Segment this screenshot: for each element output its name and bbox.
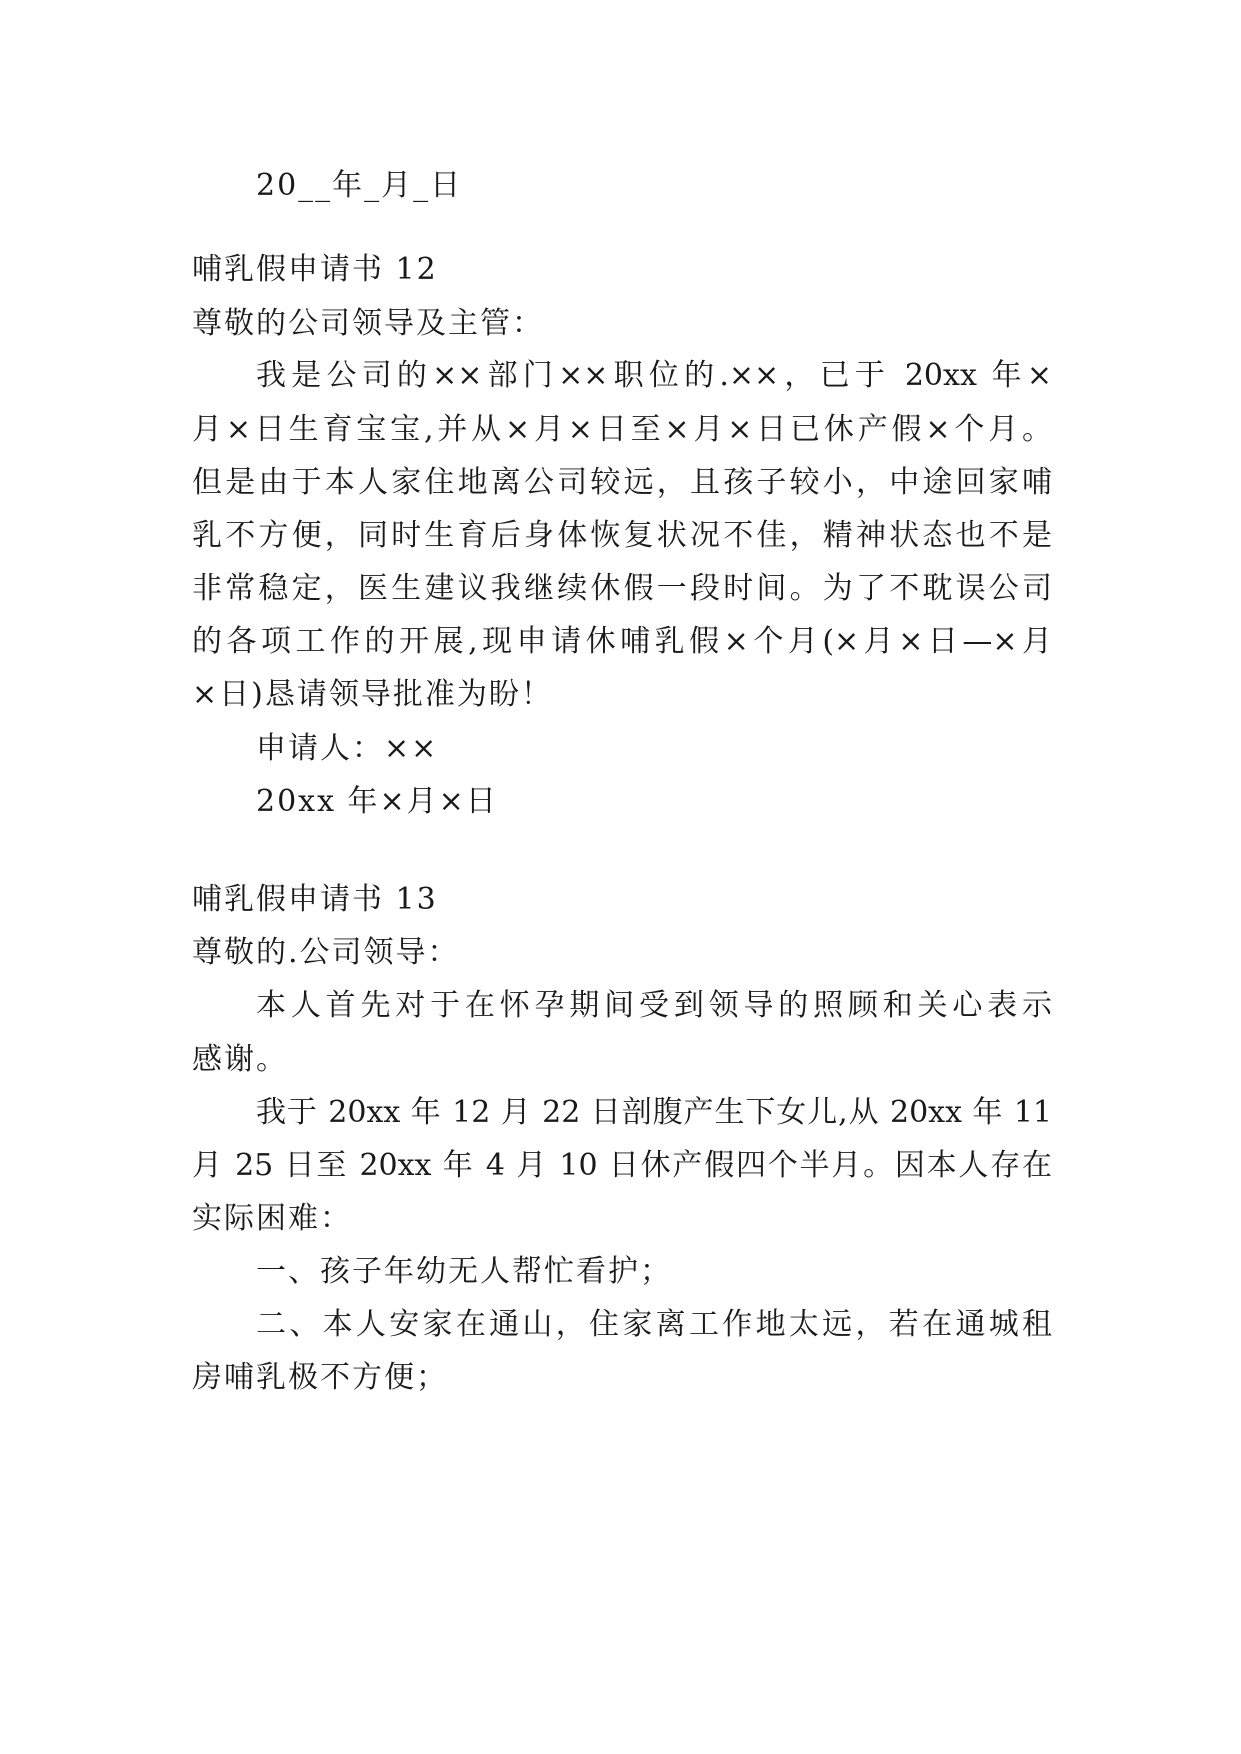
letter-12-body-line-5: 非常稳定，医生建议我继续休假一段时间。为了不耽误公司 xyxy=(192,571,1052,606)
letter-12-body-line-2: 月×日生育宝宝,并从×月×日至×月×日已休产假×个月。 xyxy=(192,412,1052,447)
letter-13-item-1: 一、孩子年幼无人帮忙看护； xyxy=(256,1254,672,1289)
letter-12-body-line-6: 的各项工作的开展,现申请休哺乳假×个月(×月×日—×月 xyxy=(192,624,1052,659)
letter-13-item-2-line-1: 二、本人安家在通山，住家离工作地太远，若在通城租 xyxy=(256,1307,1052,1342)
letter-13-para2-line-1: 我于 20xx 年 12 月 22 日剖腹产生下女儿,从 20xx 年 11 xyxy=(256,1095,1052,1130)
letter-12-applicant: 申请人：×× xyxy=(256,731,439,766)
letter-12-salutation: 尊敬的公司领导及主管： xyxy=(192,306,544,341)
letter-13-salutation: 尊敬的.公司领导： xyxy=(192,935,460,970)
letter-12-body-line-7: ×日)恳请领导批准为盼！ xyxy=(192,677,553,712)
date-line: 20__年_月_日 xyxy=(256,168,463,203)
letter-12-body-line-4: 乳不方便，同时生育后身体恢复状况不佳，精神状态也不是 xyxy=(192,518,1052,553)
letter-13-para1-line-1: 本人首先对于在怀孕期间受到领导的照顾和关心表示 xyxy=(256,988,1052,1023)
letter-12-title: 哺乳假申请书 12 xyxy=(192,252,438,287)
letter-13-para2-line-3: 实际困难： xyxy=(192,1201,352,1236)
letter-13-item-2-line-2: 房哺乳极不方便； xyxy=(192,1360,448,1395)
letter-12-date: 20xx 年×月×日 xyxy=(256,784,498,819)
letter-12-body-line-1: 我是公司的××部门××职位的.××，已于 20xx 年× xyxy=(256,358,1052,393)
letter-13-para2-line-2: 月 25 日至 20xx 年 4 月 10 日休产假四个半月。因本人存在 xyxy=(192,1148,1052,1183)
letter-13-para1-line-2: 感谢。 xyxy=(192,1042,288,1077)
letter-13-title: 哺乳假申请书 13 xyxy=(192,882,438,917)
letter-12-body-line-3: 但是由于本人家住地离公司较远，且孩子较小，中途回家哺 xyxy=(192,465,1052,500)
